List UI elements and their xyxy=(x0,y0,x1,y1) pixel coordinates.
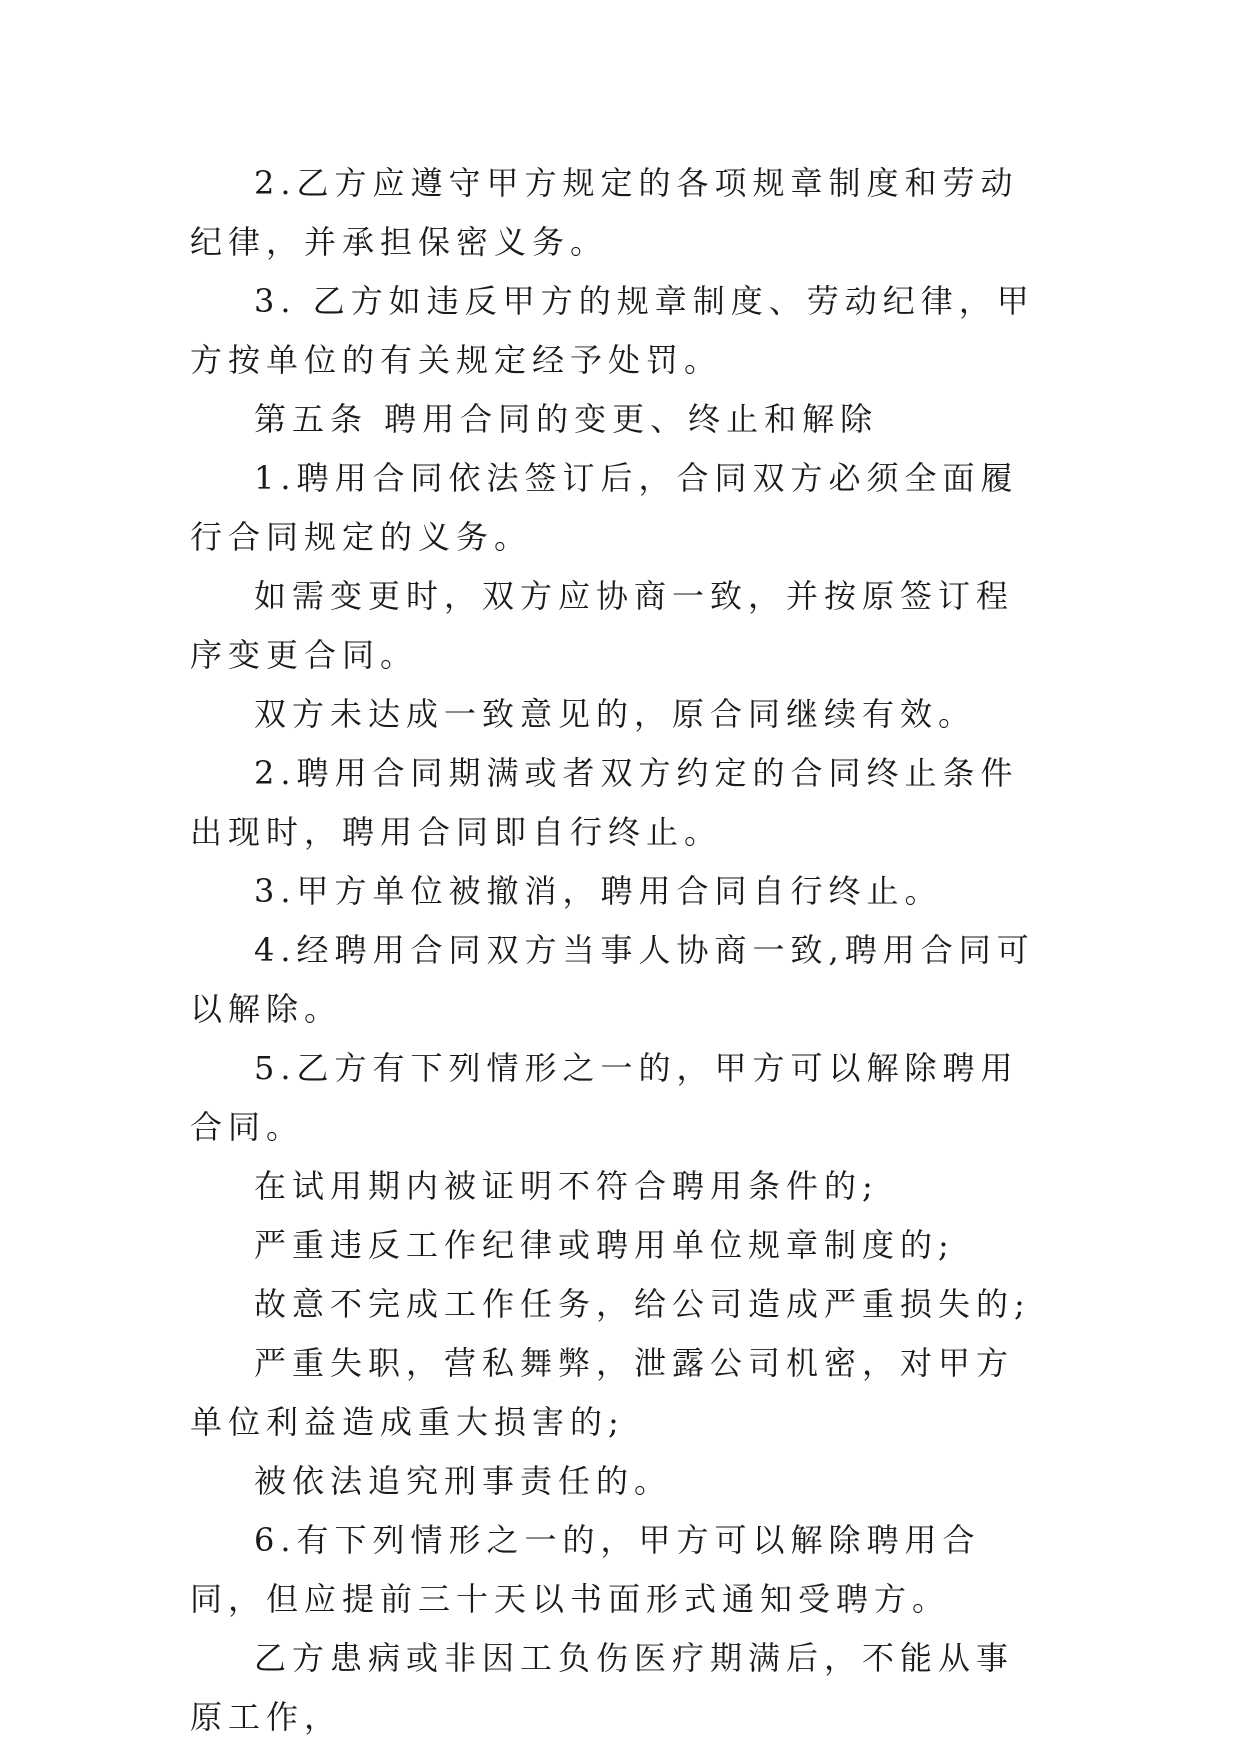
paragraph-contract-expiry: 2.聘用合同期满或者双方约定的合同终止条件出现时，聘用合同即自行终止。 xyxy=(190,754,1019,851)
list-item-misconduct: 严重失职，营私舞弊，泄露公司机密，对甲方单位利益造成重大损害的; xyxy=(190,1344,1015,1441)
document-body xyxy=(190,154,1050,1747)
paragraph-no-agreement: 双方未达成一致意见的，原合同继续有效。 xyxy=(254,695,977,733)
paragraph-change-by-agreement: 如需变更时，双方应协商一致，并按原签订程序变更合同。 xyxy=(190,577,1015,674)
list-item-criminal: 被依法追究刑事责任的。 xyxy=(254,1462,673,1500)
paragraph-unit-revoked: 3.甲方单位被撤消，聘用合同自行终止。 xyxy=(254,872,943,910)
paragraph-illness: 乙方患病或非因工负伤医疗期满后，不能从事原工作， xyxy=(190,1639,1015,1736)
article-five-heading: 第五条 聘用合同的变更、终止和解除 xyxy=(254,400,879,438)
list-item-incomplete-work: 故意不完成工作任务，给公司造成严重损失的; xyxy=(254,1285,1031,1323)
paragraph-dismissal-conditions: 5.乙方有下列情形之一的，甲方可以解除聘用合同。 xyxy=(190,1049,1019,1146)
paragraph-fulfill-contract: 1.聘用合同依法签订后，合同双方必须全面履行合同规定的义务。 xyxy=(190,459,1019,556)
paragraph-notice-termination: 6.有下列情形之一的，甲方可以解除聘用合同，但应提前三十天以书面形式通知受聘方。 xyxy=(190,1521,981,1618)
paragraph-obey-rules: 2.乙方应遵守甲方规定的各项规章制度和劳动纪律，并承担保密义务。 xyxy=(190,164,1019,261)
list-item-probation: 在试用期内被证明不符合聘用条件的; xyxy=(254,1167,879,1205)
paragraph-mutual-termination: 4.经聘用合同双方当事人协商一致,聘用合同可以解除。 xyxy=(190,931,1035,1028)
list-item-discipline: 严重违反工作纪律或聘用单位规章制度的; xyxy=(254,1226,955,1264)
paragraph-violation-penalty: 3. 乙方如违反甲方的规章制度、劳动纪律，甲方按单位的有关规定经予处罚。 xyxy=(190,282,1035,379)
